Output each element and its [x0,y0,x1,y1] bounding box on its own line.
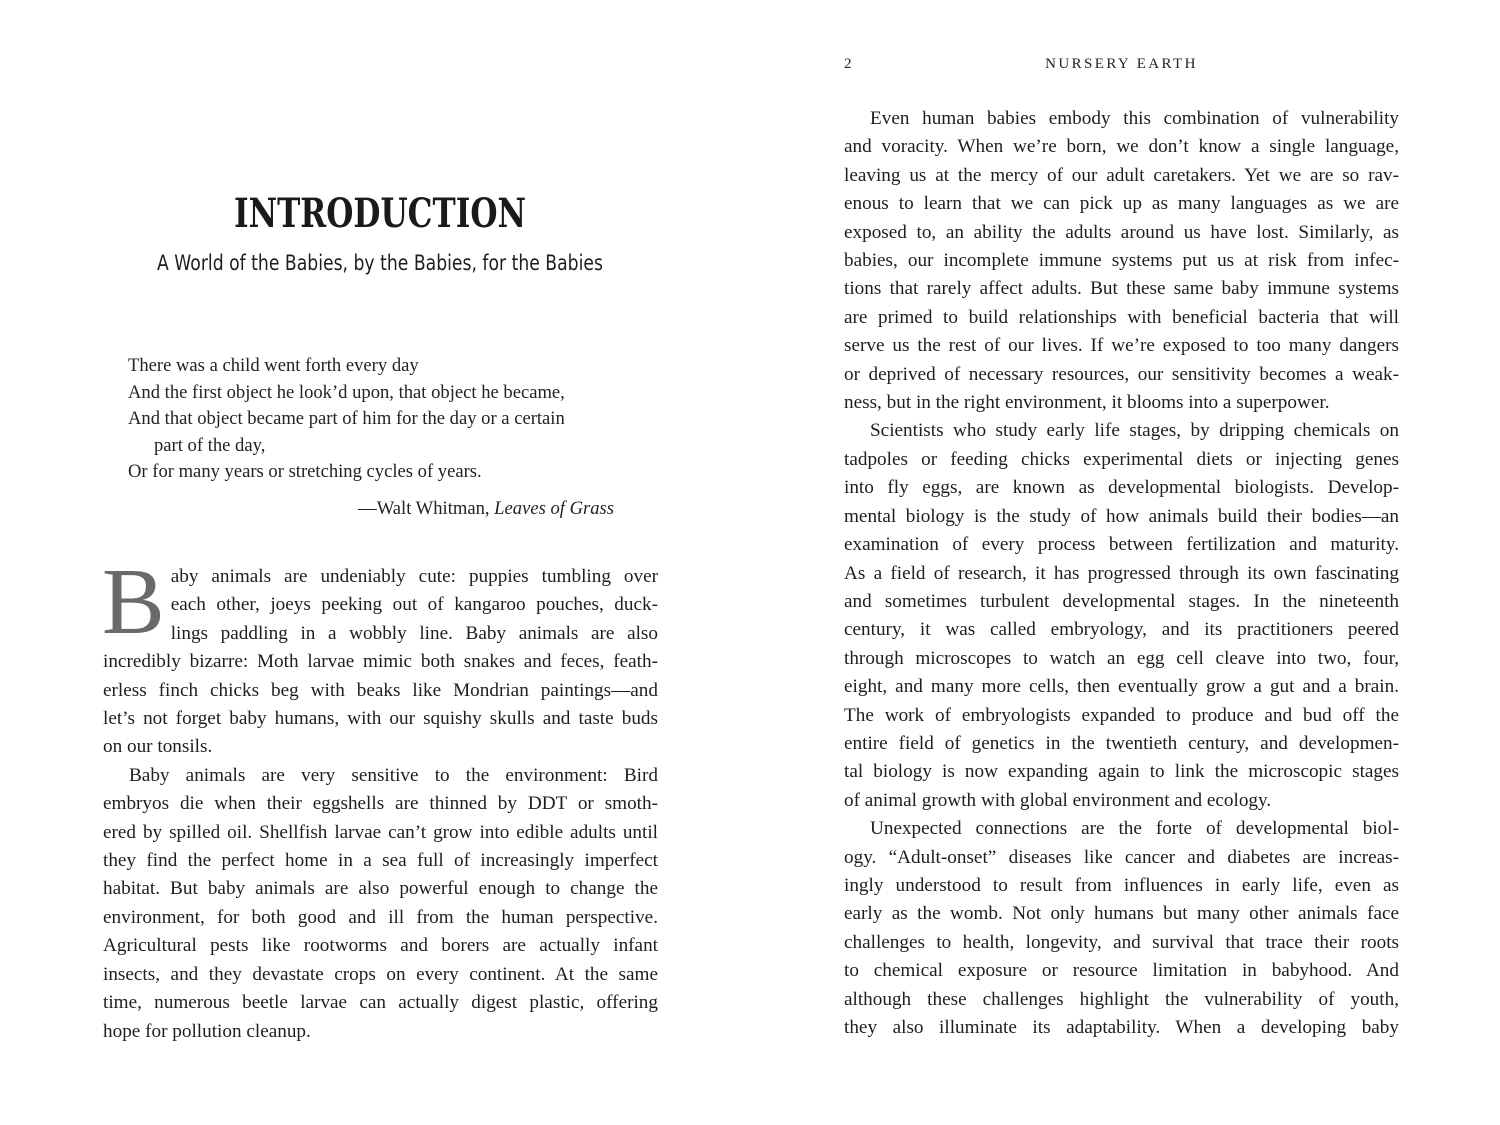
text-line: Baby animals are very sensitive to the environment: Bird [129,764,658,786]
drop-cap: B [102,550,165,654]
text-line: habitat. But baby animals are also powerful enough to change the [103,878,658,900]
text-line: hope for pollution cleanup. [103,1020,311,1042]
text-line: lings paddling in a wobbly line. Baby animals are also [170,622,658,644]
text-line: enous to learn that we can pick up as many languages as we are [844,193,1399,215]
paragraph [102,550,658,762]
paragraph [844,417,1399,815]
text-line: each other, joeys peeking out of kangaroo pouches, duck- [170,594,658,616]
text-line: ogy. “Adult-onset” diseases like cancer and diabetes are increas- [844,846,1399,868]
text-line: ness, but in the right environment, it blooms into a superpower. [844,392,1330,414]
text-line: they also illuminate its adaptability. When a developing baby [844,1017,1399,1038]
epigraph-line: part of the day, [154,434,266,456]
text-line: into fly eggs, are known as developmental biologists. Develop- [844,477,1399,499]
text-line: examination of every process between fertilization and maturity. [844,534,1399,556]
text-line: Scientists who study early life stages, by dripping chemicals on [870,420,1399,442]
text-line: babies, our incomplete immune systems put us at risk from infec- [844,250,1399,272]
text-line: entire field of genetics in the twentieth century, and developmen- [844,732,1399,754]
text-line: Unexpected connections are the forte of developmental biol- [870,818,1399,840]
text-line: century, it was called embryology, and its practitioners peered [844,619,1399,641]
text-line: As a field of research, it has progressed through its own fascinating [844,562,1399,584]
epigraph-line: Or for many years or stretching cycles of years. [128,461,482,483]
epigraph [128,353,628,486]
epigraph-line: And that object became part of him for the day or a certain [128,408,565,430]
text-line: erless finch chicks beg with beaks like Mondrian paintings—and [103,679,658,701]
chapter-title: INTRODUCTION [233,190,527,237]
text-line: of animal growth with global environment and ecology. [844,789,1272,811]
paragraph [103,762,658,1046]
page-number: 2 [844,56,852,72]
text-line: challenges to health, longevity, and survival that trace their roots [844,931,1399,953]
text-line: tal biology is now expanding again to link the microscopic stages [844,761,1399,783]
text-line: time, numerous beetle larvae can actually digest plastic, offering [103,992,658,1014]
right-body-text [844,105,1399,1042]
left-body-text [102,550,658,1046]
epigraph-line: And the first object he look’d upon, that object he became, [128,381,565,403]
epigraph-attribution [128,496,614,522]
text-line: are primed to build relationships with beneficial bacteria that will [844,306,1399,328]
text-line: early as the womb. Not only humans but many other animals face [844,903,1399,925]
text-line: incredibly bizarre: Moth larvae mimic both snakes and feces, feath- [103,651,658,673]
attribution-work: Leaves of Grass [494,498,614,519]
text-line: aby animals are undeniably cute: puppies tumbling over [170,566,658,587]
epigraph-line: There was a child went forth every day [128,355,419,376]
text-line: let’s not forget baby humans, with our squishy skulls and taste buds [103,708,658,730]
text-line: although these challenges highlight the vulnerability of youth, [844,988,1399,1010]
paragraph [844,815,1399,1042]
text-line: through microscopes to watch an egg cell cleave into two, four, [844,647,1399,669]
text-line: tadpoles or feeding chicks experimental diets or injecting genes [844,448,1399,470]
running-head [844,56,1399,80]
text-line: to chemical exposure or resource limitation in babyhood. And [844,960,1399,982]
text-line: tions that rarely affect adults. But these same baby immune systems [844,278,1399,300]
paragraph [844,105,1399,417]
text-line: serve us the rest of our lives. If we’re exposed to too many dangers [844,335,1399,357]
text-line: they find the perfect home in a sea full of increasingly imperfect [103,850,658,872]
text-line: exposed to, an ability the adults around us have lost. Similarly, as [844,221,1399,243]
chapter-subtitle: A World of the Babies, by the Babies, for the Babies [157,251,603,275]
text-line: insects, and they devastate crops on every continent. At the same [103,963,658,985]
text-line: mental biology is the study of how animals build their bodies—an [844,505,1399,527]
text-line: The work of embryologists expanded to produce and bud off the [844,704,1399,726]
text-line: embryos die when their eggshells are thinned by DDT or smoth- [103,793,658,815]
text-line: ingly understood to result from influences in early life, even as [844,874,1399,896]
text-line: environment, for both good and ill from the human perspective. [103,906,658,928]
text-line: eight, and many more cells, then eventually grow a gut and a brain. [844,676,1399,698]
text-line: and voracity. When we’re born, we don’t know a single language, [844,136,1399,158]
attribution-author: —Walt Whitman, [358,498,495,519]
text-line: or deprived of necessary resources, our sensitivity becomes a weak- [844,363,1399,385]
text-line: on our tonsils. [103,736,213,758]
text-line: and sometimes turbulent developmental stages. In the nineteenth [844,590,1399,612]
text-line: Even human babies embody this combination of vulnerability [870,108,1399,129]
text-line: ered by spilled oil. Shellfish larvae can’t grow into edible adults until [103,821,658,843]
text-line: leaving us at the mercy of our adult caretakers. Yet we are so rav- [844,164,1399,186]
running-head-title: NURSERY EARTH [1045,56,1198,72]
text-line: Agricultural pests like rootworms and borers are actually infant [103,935,658,957]
